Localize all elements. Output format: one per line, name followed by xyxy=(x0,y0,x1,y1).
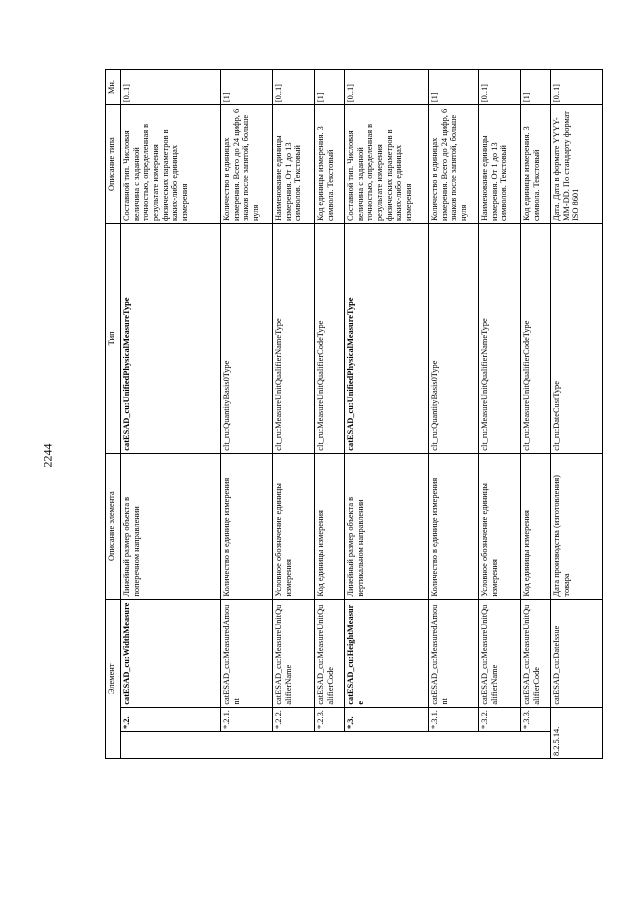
multiplicity: [1] xyxy=(221,70,273,105)
indent-cell xyxy=(345,731,429,758)
header-type-description: Описание типа xyxy=(106,105,121,224)
element-type: clt_ru:MeasureUnitQualifierCodeType xyxy=(315,224,345,454)
element-description: Условное обозначение единицы измерения xyxy=(273,453,315,599)
table-row xyxy=(121,70,221,759)
element-description: Линейный размер объекта в поперечном направлении xyxy=(121,453,221,599)
element-number: 8.2.5.14. xyxy=(551,707,603,758)
element-type: clt_ru:QuantityBasis0Type xyxy=(429,224,479,454)
indent-cell xyxy=(273,731,315,758)
multiplicity: [1] xyxy=(315,70,345,105)
type-description: Наименование единицы измерения. От 1 до 13 символов. Текстовый xyxy=(273,105,315,224)
table-row xyxy=(273,70,315,759)
element-description: Количество в единице измерения xyxy=(221,453,273,599)
element-table xyxy=(105,69,603,759)
header-description: Описание элемента xyxy=(106,453,121,599)
element-type: clt_ru:MeasureUnitQualifierNameType xyxy=(479,224,521,454)
type-description: Составной тип. Числовая величина с заданной точностью, определенная в результате измерения физических параметров в каких-либо единицах измерения xyxy=(345,105,429,224)
element-name: catESAD_cu:MeasureUnitQualifierName xyxy=(479,599,521,707)
header-multiplicity: Мн. xyxy=(106,70,121,105)
table-row xyxy=(521,70,551,759)
element-description: Количество в единице измерения xyxy=(429,453,479,599)
element-number: *.3. xyxy=(345,707,429,731)
element-name: catESAD_cu:MeasuredAmount xyxy=(221,599,273,707)
multiplicity: [0..1] xyxy=(551,70,603,105)
element-number: *.2.2. xyxy=(273,707,315,731)
indent-cell xyxy=(121,731,221,758)
element-number: *.2.1. xyxy=(221,707,273,731)
element-name: catESAD_cu:MeasureUnitQualifierCode xyxy=(521,599,551,707)
element-description: Условное обозначение единицы измерения xyxy=(479,453,521,599)
type-description: Количество в единицах измерения. Всего до 24 цифр, 6 знаков после запятой, больше нуля xyxy=(429,105,479,224)
element-type: catESAD_cu:UnifiedPhysicalMeasureType xyxy=(121,224,221,454)
element-number: *.2. xyxy=(121,707,221,731)
multiplicity: [0..1] xyxy=(273,70,315,105)
multiplicity: [0..1] xyxy=(121,70,221,105)
indent-cell xyxy=(429,731,479,758)
element-number: *.3.1. xyxy=(429,707,479,731)
element-name: catESAD_cu:WidthMeasure xyxy=(121,599,221,707)
type-description: Составной тип. Числовая величина с заданной точностью, определенная в результате измерения физических параметров в каких-либо единицах измерения xyxy=(121,105,221,224)
table-row xyxy=(429,70,479,759)
indent-cell xyxy=(521,731,551,758)
element-type: clt_ru:QuantityBasis0Type xyxy=(221,224,273,454)
type-description: Наименование единицы измерения. От 1 до 13 символов. Текстовый xyxy=(479,105,521,224)
element-type: clt_ru:DateCustType xyxy=(551,224,603,454)
multiplicity: [1] xyxy=(521,70,551,105)
element-type: clt_ru:MeasureUnitQualifierCodeType xyxy=(521,224,551,454)
indent-cell xyxy=(315,731,345,758)
indent-cell xyxy=(479,731,521,758)
header-element: Элемент xyxy=(106,599,121,758)
type-description: Дата. Дата в формате YYYY-MM-DD. По стандарту формат ISO 8601 xyxy=(551,105,603,224)
element-type: catESAD_cu:UnifiedPhysicalMeasureType xyxy=(345,224,429,454)
rotated-table-page xyxy=(105,69,581,759)
type-description: Количество в единицах измерения. Всего до 24 цифр, 6 знаков после запятой, больше нуля xyxy=(221,105,273,224)
table-header-row xyxy=(106,70,121,759)
indent-cell xyxy=(221,731,273,758)
element-name: catESAD_cu:MeasureUnitQualifierCode xyxy=(315,599,345,707)
type-description: Код единицы измерения. 3 символа. Текстовый xyxy=(315,105,345,224)
table-row xyxy=(551,70,603,759)
type-description: Код единицы измерения. 3 символа. Текстовый xyxy=(521,105,551,224)
element-number: *.3.3. xyxy=(521,707,551,731)
element-number: *.3.2. xyxy=(479,707,521,731)
table-row xyxy=(479,70,521,759)
element-description: Линейный размер объекта в вертикальном направлении xyxy=(345,453,429,599)
element-description: Код единицы измерения xyxy=(521,453,551,599)
element-name: catESAD_cu:HeightMeasure xyxy=(345,599,429,707)
table-row xyxy=(315,70,345,759)
multiplicity: [0..1] xyxy=(479,70,521,105)
header-type: Тип xyxy=(106,224,121,454)
table-row xyxy=(345,70,429,759)
element-name: catESAD_cu:MeasureUnitQualifierName xyxy=(273,599,315,707)
multiplicity: [1] xyxy=(429,70,479,105)
element-name: catESAD_cu:DateIssue xyxy=(551,599,603,707)
multiplicity: [0..1] xyxy=(345,70,429,105)
page-number: 2244 xyxy=(40,443,55,468)
element-description: Код единицы измерения xyxy=(315,453,345,599)
element-description: Дата производства (изготовления) товара xyxy=(551,453,603,599)
table-row xyxy=(221,70,273,759)
element-name: catESAD_cu:MeasuredAmount xyxy=(429,599,479,707)
element-number: *.2.3. xyxy=(315,707,345,731)
element-type: clt_ru:MeasureUnitQualifierNameType xyxy=(273,224,315,454)
